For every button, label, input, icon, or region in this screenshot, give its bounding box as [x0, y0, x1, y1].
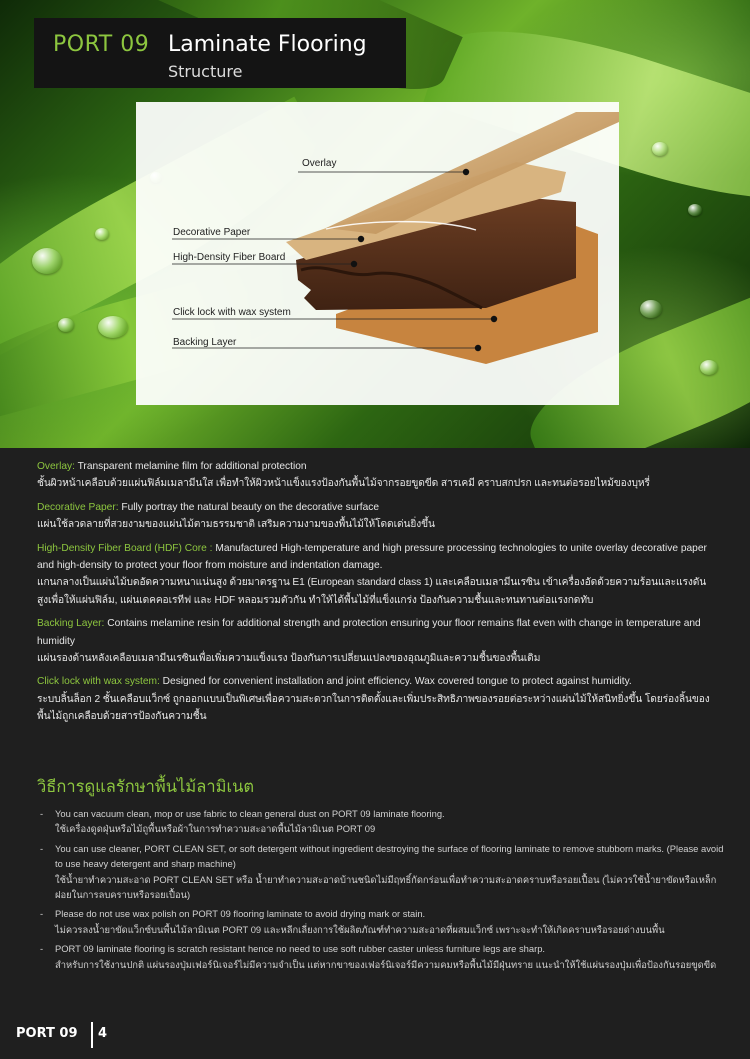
label-backing: Backing Layer: [173, 337, 237, 348]
section-text: Designed for convenient installation and joint efficiency. Wax covered tongue to protect against humidity.: [159, 676, 632, 688]
care-item: [37, 841, 727, 903]
hero-background: [0, 0, 750, 448]
label-decorative-paper: Decorative Paper: [173, 227, 251, 238]
section-thai: ระบบลิ้นล็อก 2 ชั้นเคลือบแว็กซ์ ถูกออกแบบเป็นพิเศษเพื่อความสะดวกในการติดตั้งและเพิ่มประสิทธิภาพของรอยต่อระหว่างแผ่นไม้ให้สนิทยิ่งขึ้น โดยร่องลิ้นของพื้นไม้ถูกเคลือบด้วยสารป้องกันความชื้น: [37, 693, 710, 723]
section-thai: แผ่นรองด้านหลังเคลือบเมลามีนเรซินเพื่อเพิ่มความแข็งแรง ป้องกันการเปลี่ยนแปลงของอุณภูมิและความชื้นของพื้นเดิม: [37, 653, 541, 665]
section-heading: Backing Layer:: [37, 618, 105, 630]
section-text: Transparent melamine film for additional protection: [74, 461, 307, 472]
care-item: [37, 941, 727, 972]
care-item-en: You can vacuum clean, mop or use fabric to clean general dust on PORT 09 laminate flooring.: [55, 808, 445, 819]
page-subtitle: Structure: [168, 62, 243, 81]
decorative-marker: [358, 236, 364, 242]
water-drop: [700, 360, 718, 375]
care-item-en: PORT 09 laminate flooring is scratch resistant hence no need to use soft rubber caster unless furniture legs are sharp.: [55, 943, 546, 955]
section-thai: แผ่นใช้ลวดลายที่สวยงามของแผ่นไม้ตามธรรมชาติ เสริมความงามของพื้นไม้ให้โดดเด่นยิ่งขึ้น: [37, 519, 435, 531]
care-item: [37, 806, 727, 837]
backing-marker: [475, 345, 481, 351]
brand-title: PORT 09: [53, 32, 150, 57]
footer-divider: [91, 1022, 93, 1048]
water-drop: [98, 316, 128, 338]
water-drop: [32, 248, 62, 274]
water-drop: [58, 318, 74, 332]
water-drop: [640, 300, 662, 318]
bullet-dash: -: [40, 908, 44, 920]
overlay-marker: [463, 169, 469, 175]
page-title: Laminate Flooring: [168, 32, 367, 57]
water-drop: [652, 142, 668, 156]
section-click-lock: [37, 673, 713, 725]
care-item-en: Please do not use wax polish on PORT 09 flooring laminate to avoid drying mark or stain.: [55, 908, 426, 920]
bullet-dash: -: [40, 842, 44, 854]
section-decorative-paper: [37, 499, 713, 534]
care-item-en: You can use cleaner, PORT CLEAN SET, or soft detergent without ingredient destroying the surface of flooring laminate to remove stubborn marks. (Please avoid to use heavy detergent and sharp machine): [55, 842, 724, 870]
label-overlay: Overlay: [302, 158, 337, 169]
care-list: [37, 806, 727, 976]
section-heading: Click lock with wax system:: [37, 676, 160, 688]
care-item-thai: สำหรับการใช้งานปกติ แผ่นรองปุ่มเฟอร์นิเจอร์ไม่มีความจำเป็น แต่หากขาของเฟอร์นิเจอร์มีความคมหรือพื้นไม้มีฝุ่นทราย แนะนำให้ใช้แผ่นรองปุ่มเพื่อป้องกันรอยขูดขีด: [55, 958, 717, 970]
bullet-dash: -: [40, 943, 44, 955]
section-heading: Overlay:: [37, 461, 75, 472]
click-marker: [491, 316, 497, 322]
care-item: [37, 906, 727, 937]
section-text: Contains melamine resin for additional strength and protection ensuring your floor remains flat even with change in temperature and humidity: [37, 618, 701, 647]
care-item-thai: ใช้น้ำยาทำความสะอาด PORT CLEAN SET หรือ น้ำยาทำความสะอาดบ้านชนิดไม่มีฤทธิ์กัดกร่อนเพื่อทำความสะอาดคราบหรือรอยเปื้อน (ไม่ควรใช้น้ำยาขัดหรือเหล็กฝอยในการลบคราบหรือรอยเปื้อน): [55, 873, 717, 901]
care-title: วิธีการดูแลรักษาพื้นไม้ลามิเนต: [37, 777, 255, 796]
bullet-dash: -: [40, 808, 44, 819]
water-drop: [95, 228, 109, 240]
page-number: 4: [98, 1026, 108, 1041]
flooring-structure-diagram: [136, 102, 619, 405]
care-item-thai: ไม่ควรลงน้ำยาขัดแว็กซ์บนพื้นไม้ลามิเนต PORT 09 และหลีกเลี่ยงการใช้ผลิตภัณฑ์ทำความสะอาดที่ผสมแว็กซ์ เพราะจะทำให้เกิดคราบหรือรอยด่างบนพื้น: [55, 923, 665, 935]
hdf-marker: [351, 261, 357, 267]
water-drop: [688, 204, 702, 216]
section-backing-layer: [37, 615, 713, 667]
care-item-thai: ใช้เครื่องดูดฝุ่นหรือไม้ถูพื้นหรือผ้าในการทำความสะอาดพื้นไม้ลามิเนต PORT 09: [55, 823, 376, 835]
section-hdf-core: [37, 540, 713, 610]
section-heading: Decorative Paper:: [37, 501, 119, 513]
label-click-lock: Click lock with wax system: [173, 307, 291, 318]
footer-brand: PORT 09: [16, 1026, 78, 1041]
section-thai: ชั้นผิวหน้าเคลือบด้วยแผ่นฟิล์มเมลามีนใส เพื่อทำให้ผิวหน้าแข็งแรงป้องกันพื้นไม้จากรอยขูดขีด สารเคมี คราบสกปรก และทนต่อรอยไหม้ของบุหรี่: [37, 478, 650, 490]
section-overlay: [37, 458, 713, 493]
section-thai: แกนกลางเป็นแผ่นไม้บดอัดความหนาแน่นสูง ด้วยมาตรฐาน E1 (European standard class 1) และเคลือบเมลามีนเรซิน เข้าเครื่องอัดด้วยความร้อนและแรงดันสูงเพื่อให้แผ่นฟิล์ม, แผ่นเดคคอเรทีฟ และ HDF หลอมรวมตัวกัน ทำให้ได้พื้นไม้ที่แข็งแกร่ง ป้องกันความชื้นและทนทานต่อแรงกดทับ: [37, 577, 707, 606]
title-box: [34, 18, 406, 88]
label-hdf: High-Density Fiber Board: [173, 252, 286, 263]
section-text: Fully portray the natural beauty on the decorative surface: [118, 501, 380, 513]
section-heading: High-Density Fiber Board (HDF) Core :: [37, 542, 213, 554]
structure-descriptions: [37, 458, 713, 732]
section-text: Manufactured High-temperature and high pressure processing technologies to unite overlay decorative paper and high-density to protect your floor from moisture and indentation damage.: [37, 542, 707, 572]
